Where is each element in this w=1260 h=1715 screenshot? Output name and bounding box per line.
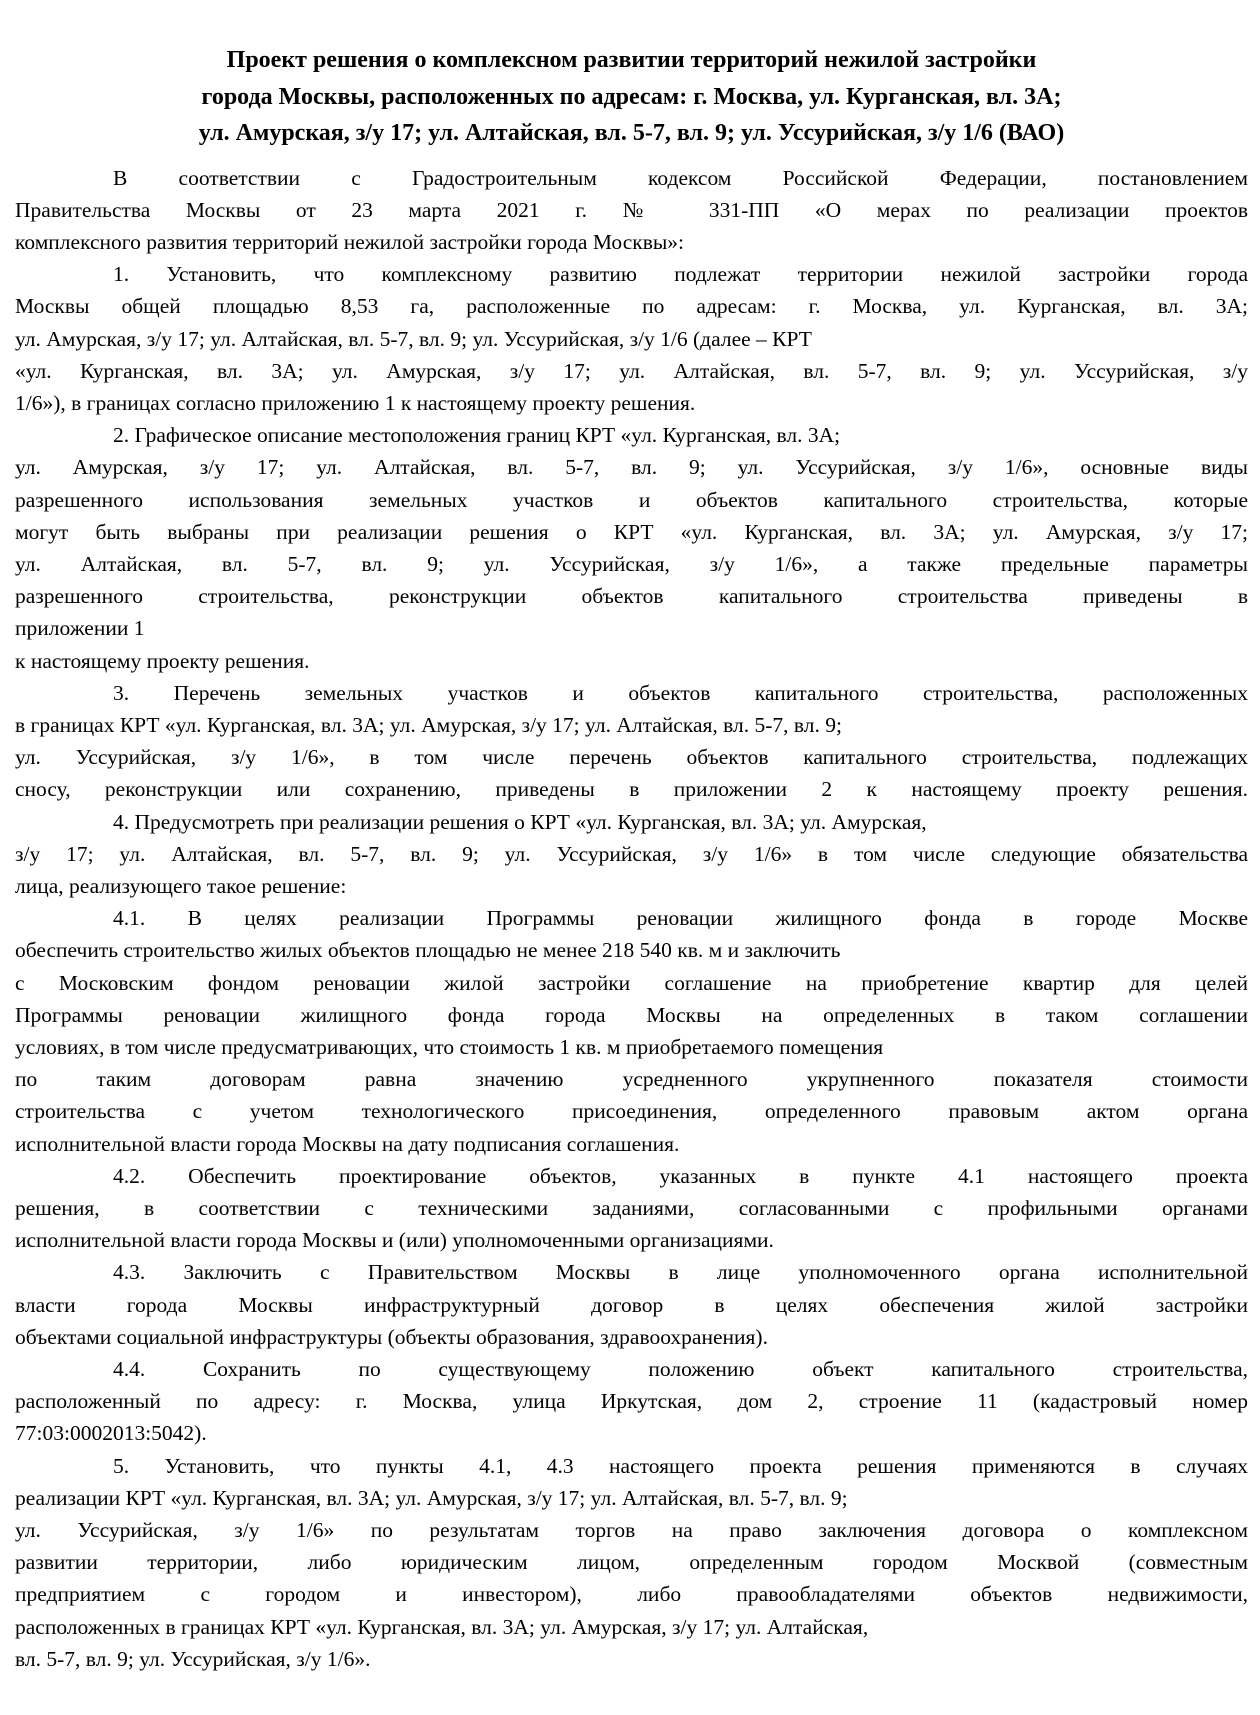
text-line: 2. Графическое описание местоположения границ КРТ «ул. Курганская, вл. 3А; — [113, 423, 841, 448]
text-line: 3. Перечень земельных участков и объектов капитального строительства, расположенных — [113, 680, 1248, 705]
text-line: к настоящему проекту решения. — [15, 648, 310, 673]
text-line: 4.1. В целях реализации Программы реновации жилищного фонда в городе Москве — [113, 906, 1248, 931]
text-line: ул. Уссурийская, з/у 1/6», в том числе перечень объектов капитального строительства, подлежащих — [15, 745, 1248, 770]
text-line: В соответствии с Градостроительным кодексом Российской Федерации, постановлением — [113, 165, 1248, 190]
text-line: могут быть выбраны при реализации решения о КРТ «ул. Курганская, вл. 3А; ул. Амурская, з/у 17; — [15, 519, 1248, 544]
paragraph-preamble — [15, 162, 1248, 259]
text-line: расположенный по адресу: г. Москва, улица Иркутская, дом 2, строение 11 (кадастровый номер — [15, 1389, 1248, 1414]
text-line: объектами социальной инфраструктуры (объекты образования, здравоохранения). — [15, 1324, 768, 1349]
title-line: Проект решения о комплексном развитии территорий нежилой застройки — [226, 47, 1037, 73]
paragraph-point-4-3 — [15, 1256, 1248, 1353]
document-title — [15, 0, 1248, 152]
text-line: обеспечить строительство жилых объектов площадью не менее 218 540 кв. м и заключить — [15, 938, 841, 963]
text-line: разрешенного использования земельных участков и объектов капитального строительства, которые — [15, 487, 1248, 512]
text-line: разрешенного строительства, реконструкции объектов капитального строительства приведены в — [15, 584, 1248, 609]
text-line: развитии территории, либо юридическим лицом, определенным городом Москвой (совместным — [15, 1550, 1248, 1575]
text-line: исполнительной власти города Москвы и (или) уполномоченными организациями. — [15, 1228, 774, 1253]
text-line: исполнительной власти города Москвы на дату подписания соглашения. — [15, 1131, 680, 1156]
paragraph-point-2 — [15, 419, 1248, 677]
text-line: 77:03:0002013:5042). — [15, 1421, 207, 1446]
text-line: сносу, реконструкции или сохранению, приведены в приложении 2 к настоящему проекту решения. — [15, 777, 1248, 802]
text-line: с Московским фондом реновации жилой застройки соглашение на приобретение квартир для целей — [15, 970, 1248, 995]
paragraph-point-4-2 — [15, 1160, 1248, 1257]
text-line: ул. Амурская, з/у 17; ул. Алтайская, вл. 5-7, вл. 9; ул. Уссурийская, з/у 1/6», основные виды — [15, 455, 1248, 480]
text-line: ул. Алтайская, вл. 5-7, вл. 9; ул. Уссурийская, з/у 1/6», а также предельные параметры — [15, 551, 1248, 576]
title-line: города Москвы, расположенных по адресам: г. Москва, ул. Курганская, вл. 3А; — [201, 83, 1062, 110]
text-line: приложении 1 — [15, 616, 145, 641]
paragraph-point-3 — [15, 677, 1248, 806]
text-line: 1/6»), в границах согласно приложению 1 к настоящему проекту решения. — [15, 390, 696, 415]
text-line: вл. 5-7, вл. 9; ул. Уссурийская, з/у 1/6». — [15, 1646, 371, 1671]
document-body — [15, 162, 1248, 1676]
text-line: 4. Предусмотреть при реализации решения о КРТ «ул. Курганская, вл. 3А; ул. Амурская, — [113, 809, 927, 834]
text-line: Программы реновации жилищного фонда города Москвы на определенных в таком соглашении — [15, 1002, 1248, 1027]
text-line: условиях, в том числе предусматривающих, что стоимость 1 кв. м приобретаемого помещения — [15, 1034, 884, 1059]
text-line: решения, в соответствии с техническими заданиями, согласованными с профильными органами — [15, 1196, 1248, 1220]
title-line: ул. Амурская, з/у 17; ул. Алтайская, вл. 5-7, вл. 9; ул. Уссурийская, з/у 1/6 (ВАО) — [198, 120, 1065, 146]
text-line: реализации КРТ «ул. Курганская, вл. 3А; ул. Амурская, з/у 17; ул. Алтайская, вл. 5-7, вл. 9; — [15, 1485, 848, 1510]
text-line: 4.4. Сохранить по существующему положению объект капитального строительства, — [113, 1357, 1248, 1382]
text-line: в границах КРТ «ул. Курганская, вл. 3А; ул. Амурская, з/у 17; ул. Алтайская, вл. 5-7, вл. 9; — [15, 712, 842, 737]
text-line: лица, реализующего такое решение: — [15, 873, 347, 898]
text-line: власти города Москвы инфраструктурный договор в целях обеспечения жилой застройки — [15, 1292, 1248, 1317]
text-line: предприятием с городом и инвестором), либо правообладателями объектов недвижимости, — [15, 1582, 1248, 1607]
text-line: ул. Амурская, з/у 17; ул. Алтайская, вл. 5-7, вл. 9; ул. Уссурийская, з/у 1/6 (далее – КРТ — [15, 326, 812, 351]
text-line: строительства с учетом технологического присоединения, определенного правовым актом органа — [15, 1099, 1248, 1124]
text-line: комплексного развития территорий нежилой застройки города Москвы»: — [15, 229, 685, 254]
text-line: Москвы общей площадью 8,53 га, расположенные по адресам: г. Москва, ул. Курганская, вл. 3А; — [15, 294, 1248, 319]
paragraph-point-1 — [15, 258, 1248, 419]
text-line: «ул. Курганская, вл. 3А; ул. Амурская, з/у 17; ул. Алтайская, вл. 5-7, вл. 9; ул. Уссурийская, з/у — [15, 358, 1248, 383]
paragraph-point-4-1 — [15, 902, 1248, 1160]
text-line: 4.2. Обеспечить проектирование объектов, указанных в пункте 4.1 настоящего проекта — [113, 1163, 1248, 1188]
text-line: Правительства Москвы от 23 марта 2021 г. № 331-ПП «О мерах по реализации проектов — [15, 197, 1248, 222]
text-line: 4.3. Заключить с Правительством Москвы в лице уполномоченного органа исполнительной — [113, 1260, 1248, 1285]
text-line: 1. Установить, что комплексному развитию подлежат территории нежилой застройки города — [113, 262, 1248, 287]
text-line: з/у 17; ул. Алтайская, вл. 5-7, вл. 9; ул. Уссурийская, з/у 1/6» в том числе следующие обязательства — [15, 841, 1248, 866]
text-line: по таким договорам равна значению усредненного укрупненного показателя стоимости — [15, 1067, 1248, 1092]
paragraph-point-4 — [15, 806, 1248, 903]
text-line: 5. Установить, что пункты 4.1, 4.3 настоящего проекта решения применяются в случаях — [113, 1453, 1248, 1478]
paragraph-point-4-4 — [15, 1353, 1248, 1450]
paragraph-point-5 — [15, 1450, 1248, 1675]
text-line: ул. Уссурийская, з/у 1/6» по результатам торгов на право заключения договора о комплексном — [15, 1518, 1248, 1543]
text-line: расположенных в границах КРТ «ул. Курганская, вл. 3А; ул. Амурская, з/у 17; ул. Алтайская, — [15, 1614, 869, 1639]
